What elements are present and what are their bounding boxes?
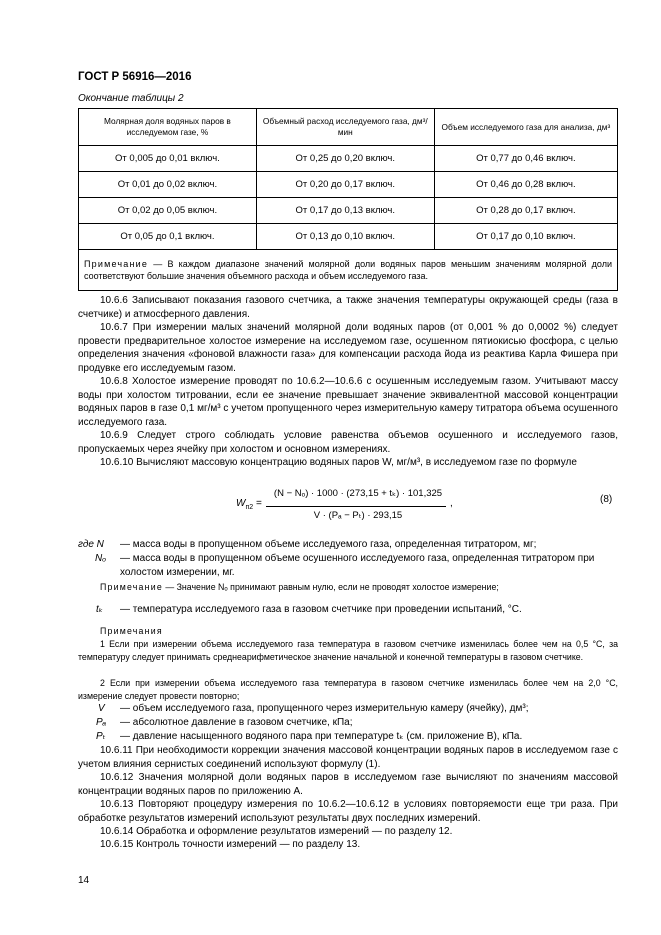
symbol-Pt: Pₜ bbox=[96, 731, 106, 742]
definition-Pa: — абсолютное давление в газовом счетчике, кПа; bbox=[120, 717, 353, 728]
table-cell: От 0,77 до 0,46 включ. bbox=[434, 146, 617, 172]
table-row bbox=[79, 172, 618, 198]
table-note bbox=[79, 250, 618, 291]
data-table bbox=[78, 108, 618, 291]
definition-N: — масса воды в пропущенном объеме исследуемого газа, определенная титратором, мг; bbox=[120, 539, 537, 550]
formula-numerator: (N − Nₒ) · 1000 · (273,15 + tₖ) · 101,325 bbox=[273, 488, 443, 499]
table-cell: От 0,20 до 0,17 включ. bbox=[256, 172, 434, 198]
table-cell: От 0,05 до 0,1 включ. bbox=[79, 224, 257, 250]
formula-8: $W_{п2}$ = (N − Nₒ) · 1000 · (273,15 + tₖ) · 101,325 V · (Pₐ − Pₜ) · 293,15 , bbox=[236, 488, 453, 521]
notes-heading: Примечания bbox=[100, 626, 163, 636]
paragraph-10-6-13: 10.6.13 Повторяют процедуру измерения по 10.6.2—10.6.12 в условиях повторяемости еще три раза. При обработке результатов измерений используют результаты двух последних измерений. bbox=[78, 799, 618, 824]
symbol-Pa: Pₐ bbox=[96, 717, 107, 728]
table-row bbox=[79, 224, 618, 250]
table-row bbox=[79, 198, 618, 224]
symbol-No: Nₒ bbox=[95, 553, 107, 564]
table-cell: От 0,17 до 0,13 включ. bbox=[256, 198, 434, 224]
page-number: 14 bbox=[78, 875, 90, 886]
formula-denominator: V · (Pₐ − Pₜ) · 293,15 bbox=[313, 510, 403, 521]
paragraph-10-6-15: 10.6.15 Контроль точности измерений — по разделу 13. bbox=[100, 839, 361, 850]
table-caption: Окончание таблицы 2 bbox=[78, 93, 184, 104]
paragraph-10-6-12: 10.6.12 Значения молярной доли водяных паров в исследуемом газе вычисляют по значениям массовой концентрации водяных паров по приложению А. bbox=[78, 772, 618, 797]
document-header: ГОСТ Р 56916—2016 bbox=[78, 71, 192, 83]
paragraph-10-6-6: 10.6.6 Записывают показания газового счетчика, а также значения температуры окружающей среды (газа в счетчике) и атмосферного давления. bbox=[78, 295, 618, 320]
definition-tk: — температура исследуемого газа в газовом счетчике при проведении испытаний, °С. bbox=[120, 604, 522, 615]
note-text: — В каждом диапазоне значений молярной доли водяных паров меньшим значениям молярной доли соответствуют большие значения объемного расхода и объем исследуемого газа. bbox=[84, 259, 612, 281]
table-row bbox=[79, 146, 618, 172]
table-header-row bbox=[79, 109, 618, 146]
table-cell: От 0,005 до 0,01 включ. bbox=[79, 146, 257, 172]
table-cell: От 0,25 до 0,20 включ. bbox=[256, 146, 434, 172]
table-cell: От 0,01 до 0,02 включ. bbox=[79, 172, 257, 198]
formula-lhs: $W_{п2}$ = bbox=[236, 498, 262, 511]
definition-No: — масса воды в пропущенном объеме осушенного исследуемого газа, определенная титратором при холостом измерении, мг. bbox=[120, 553, 595, 578]
fraction-bar bbox=[266, 506, 446, 507]
paragraph-10-6-14: 10.6.14 Обработка и оформление результатов измерений — по разделу 12. bbox=[100, 826, 453, 837]
table-cell: От 0,28 до 0,17 включ. bbox=[434, 198, 617, 224]
paragraph-10-6-10: 10.6.10 Вычисляют массовую концентрацию водяных паров W, мг/м³, в исследуемом газе по формуле bbox=[100, 457, 577, 468]
note-No: Примечание — Значение Nₒ принимают равным нулю, если не проводят холостое измерение; bbox=[100, 582, 499, 592]
paragraph-10-6-8: 10.6.8 Холостое измерение проводят по 10.6.2—10.6.6 с осушенным исследуемым газом. Учитывают массу воды при холостом титровании, если ее значение превышает значение эквивалентной массовой концентрации водяных паров в газе 0,1 мг/м³ с учетом пропущенного через измерительную камеру титратора объема осушенного исследуемого газа. bbox=[78, 376, 618, 428]
paragraph-10-6-7: 10.6.7 При измерении малых значений молярной доли водяных паров (от 0,001 % до 0,0002 %) следует провести предварительное холостое измерение на исследуемом газе, осушенном пятиокисью фосфора, с целью определения значения «фоновой влажности газа» для компенсации расхода йода из реактива Карла Фишера при продувке его исследуемым газом. bbox=[78, 322, 618, 374]
equation-number: (8) bbox=[600, 494, 613, 505]
table-cell: От 0,46 до 0,28 включ. bbox=[434, 172, 617, 198]
paragraph-10-6-9: 10.6.9 Следует строго соблюдать условие равенства объемов осушенного и исследуемого газов, пропускаемых через ячейку при холостом и основном измерениях. bbox=[78, 430, 618, 455]
table-cell: От 0,13 до 0,10 включ. bbox=[256, 224, 434, 250]
column-header: Объем исследуемого газа для анализа, дм³ bbox=[434, 109, 617, 146]
table-cell: От 0,17 до 0,10 включ. bbox=[434, 224, 617, 250]
table-note-row bbox=[79, 250, 618, 291]
symbol-V: V bbox=[98, 703, 105, 714]
definition-Pt: — давление насыщенного водяного пара при температуре tₖ (см. приложение В), кПа. bbox=[120, 731, 523, 742]
note-2: 2 Если при измерении объема исследуемого газа температура в газовом счетчике изменилась более чем на 2,0 °С, измерение следует провести повторно; bbox=[78, 678, 618, 701]
definition-V: — объем исследуемого газа, пропущенного через измерительную камеру (ячейку), дм³; bbox=[120, 703, 529, 714]
paragraph-10-6-11: 10.6.11 При необходимости коррекции значения массовой концентрации водяных паров в исследуемом газе с учетом влияния сернистых соединений используют формулу (1). bbox=[78, 745, 618, 770]
column-header: Молярная доля водяных паров в исследуемом газе, % bbox=[79, 109, 257, 146]
table-cell: От 0,02 до 0,05 включ. bbox=[79, 198, 257, 224]
symbol-N: где N bbox=[78, 539, 104, 550]
symbol-tk: tₖ bbox=[96, 604, 104, 615]
column-header: Объемный расход исследуемого газа, дм³/мин bbox=[256, 109, 434, 146]
note-1: 1 Если при измерении объема исследуемого газа температура в газовом счетчике изменилась более чем на 0,5 °С, за температуру следует принимать среднеарифметическое значение начальной и конечной температуры в газовом счетчике. bbox=[78, 639, 618, 662]
note-label: Примечание bbox=[84, 259, 149, 269]
